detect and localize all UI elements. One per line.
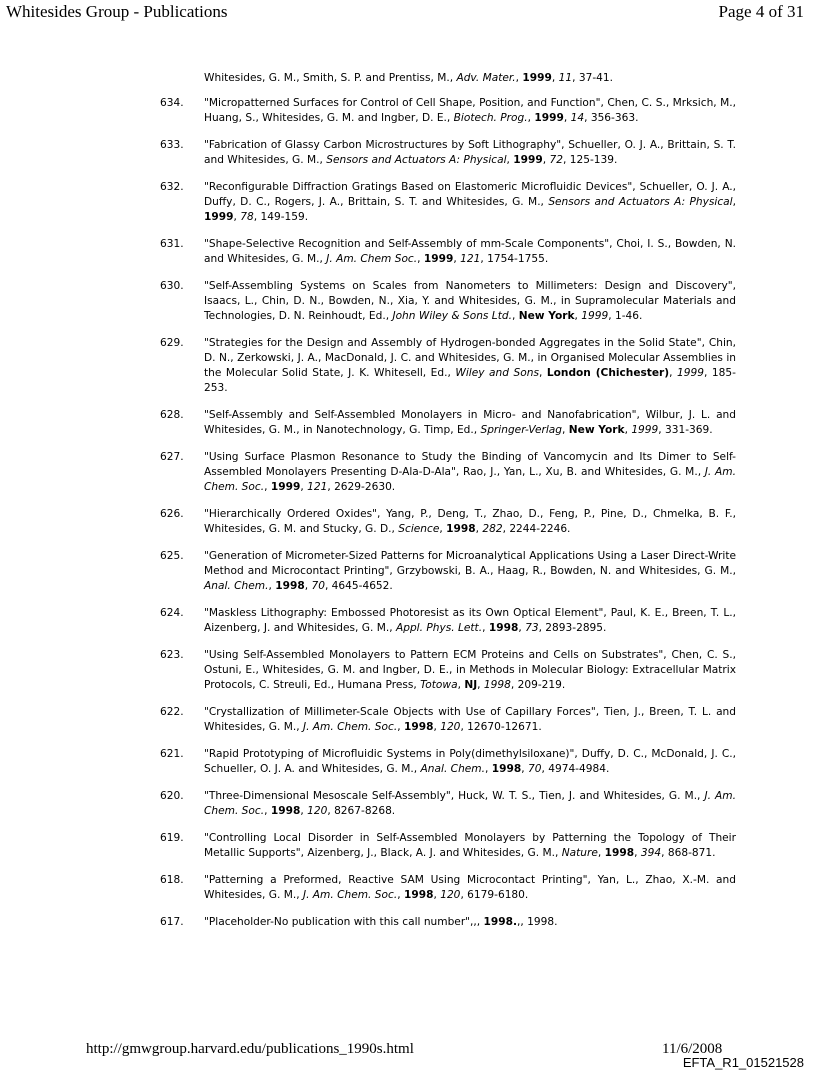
citation-text — [204, 450, 736, 495]
publication-entry — [160, 648, 736, 693]
citation-fragment: , — [439, 523, 447, 535]
citation-fragment: , 125-139. — [563, 154, 618, 166]
citation-fragment: , — [457, 679, 465, 691]
citation-fragment: "Strategies for the Design and Assembly of Hydrogen-bonded Aggregates in the Solid State", Chin, D. N., Zerkowski, J. A., MacDonald, J. C. and Whitesides, G. M., in Organised Molecular Assemblies in the Molecular Solid State, J. K. Whitesell, Ed., — [204, 337, 736, 379]
publication-entry — [160, 831, 736, 861]
document-id: EFTA_R1_01521528 — [682, 1055, 804, 1070]
citation-fragment: Sensors and Actuators A: Physical — [548, 196, 733, 208]
citation-fragment: , 6179-6180. — [460, 889, 529, 901]
citation-fragment: , — [515, 72, 523, 84]
publication-entry — [160, 705, 736, 735]
citation-fragment: "Rapid Prototyping of Microfluidic Systems in Poly(dimethylsiloxane)", Duffy, D. C., McDonald, J. C., Schueller, O. J. A. and Whitesides, G. M., — [204, 748, 736, 775]
citation-fragment: 120 — [440, 721, 461, 733]
entry-number: 625. — [160, 550, 184, 562]
citation-fragment: 282 — [482, 523, 503, 535]
citation-fragment: , — [732, 196, 736, 208]
citation-fragment: Adv. Mater. — [456, 72, 516, 84]
citation-fragment: 1999 — [677, 367, 704, 379]
citation-fragment: "Crystallization of Millimeter-Scale Objects with Use of Capillary Forces", Tien, J., Breen, T. L. and Whitesides, G. M., — [204, 706, 736, 733]
citation-fragment: , — [233, 211, 241, 223]
citation-fragment: 14 — [570, 112, 585, 124]
citation-fragment: London (Chichester) — [546, 367, 670, 379]
publication-entry — [160, 915, 736, 930]
citation-fragment: 1998 — [403, 889, 434, 901]
citation-fragment: 1999 — [631, 424, 659, 436]
entry-number: 623. — [160, 649, 184, 661]
citation-fragment: NJ — [464, 679, 478, 691]
citation-text — [204, 279, 736, 324]
citation-fragment: 1999 — [270, 481, 301, 493]
citation-fragment: , — [521, 763, 528, 775]
citation-fragment: , 209-219. — [510, 679, 566, 691]
citation-fragment: , — [624, 424, 632, 436]
citation-fragment: Springer-Verlag — [480, 424, 563, 436]
publication-entry — [160, 450, 736, 495]
citation-text — [204, 705, 736, 735]
citation-fragment: Appl. Phys. Lett. — [395, 622, 483, 634]
citation-fragment: , — [597, 847, 605, 859]
citation-fragment: 120 — [307, 805, 328, 817]
citation-fragment: "Three-Dimensional Mesoscale Self-Assembly", Huck, W. T. S., Tien, J. and Whitesides, G. M., — [204, 790, 705, 802]
citation-fragment: "Self-Assembling Systems on Scales from Nanometers to Millimeters: Design and Discovery", Isaacs, L., Chin, D. N., Bowden, N., Xia, Y. and Whitesides, G. M., in Supramolecular Materials and Technologies, D. N. Reinhoudt, Ed., — [204, 280, 736, 322]
citation-fragment: "Patterning a Preformed, Reactive SAM Using Microcontact Printing", Yan, L., Zhao, X.-M. and Whitesides, G. M., — [204, 874, 736, 901]
citation-fragment: "Micropatterned Surfaces for Control of Cell Shape, Position, and Function", Chen, C. S., Mrksich, M., Huang, S., Whitesides, G. M. and Ingber, D. E., — [204, 97, 736, 124]
entry-number: 627. — [160, 451, 184, 463]
citation-fragment: Sensors and Actuators A: Physical — [326, 154, 507, 166]
citation-fragment: , — [433, 889, 441, 901]
citation-text — [204, 747, 736, 777]
citation-fragment: J. Am. Chem. Soc. — [302, 721, 398, 733]
citation-fragment: "Using Surface Plasmon Resonance to Study the Binding of Vancomycin and Its Dimer to Self-Assembled Monolayers Presenting D-Ala-D-Ala", Rao, J., Yan, L., Xu, B. and Whitesides, G. M., — [204, 451, 736, 478]
publication-entry — [160, 408, 736, 438]
continued-citation — [204, 71, 736, 86]
citation-fragment: , 331-369. — [658, 424, 713, 436]
citation-fragment: , 356-363. — [584, 112, 639, 124]
citation-fragment: , — [506, 154, 514, 166]
citation-fragment: , — [304, 580, 312, 592]
citation-fragment: 120 — [440, 889, 461, 901]
citation-fragment: 70 — [311, 580, 325, 592]
citation-fragment: "Shape-Selective Recognition and Self-Assembly of mm-Scale Components", Choi, I. S., Bowden, N. and Whitesides, G. M., — [204, 238, 736, 265]
footer-url[interactable]: http://gmwgroup.harvard.edu/publications_1990s.html — [86, 1041, 414, 1057]
citation-fragment: 1998 — [403, 721, 434, 733]
citation-fragment: Anal. Chem. — [420, 763, 485, 775]
citation-fragment: , — [417, 253, 424, 265]
citation-text — [204, 138, 736, 168]
citation-text — [204, 789, 736, 819]
citation-fragment: "Placeholder-No publication with this call number",,, — [204, 916, 484, 928]
citation-fragment: J. Am. Chem. Soc. — [302, 889, 398, 901]
citation-fragment: 121 — [460, 253, 481, 265]
citation-fragment: "Maskless Lithography: Embossed Photoresist as its Own Optical Element", Paul, K. E., Breen, T. L., Aizenberg, J. and Whitesides, G. M., — [204, 607, 736, 634]
citation-fragment: 1998 — [483, 679, 511, 691]
citation-fragment: John Wiley & Sons Ltd. — [392, 310, 512, 322]
citation-fragment: 1998 — [488, 622, 519, 634]
citation-fragment: 70 — [528, 763, 542, 775]
entry-number: 618. — [160, 874, 184, 886]
citation-fragment: Totowa — [420, 679, 458, 691]
entry-number: 620. — [160, 790, 184, 802]
page-header-title: Whitesides Group - Publications — [6, 2, 228, 21]
citation-text — [204, 180, 736, 225]
citation-fragment: , 1754-1755. — [480, 253, 549, 265]
citation-text — [204, 549, 736, 594]
citation-fragment: , 185-253. — [204, 367, 736, 394]
citation-fragment: 1999 — [204, 211, 234, 223]
entry-number: 628. — [160, 409, 184, 421]
entry-number: 617. — [160, 916, 184, 928]
citation-fragment: Biotech. Prog. — [453, 112, 528, 124]
citation-fragment: 11 — [558, 72, 573, 84]
citation-fragment: , — [563, 112, 571, 124]
citation-fragment: , — [433, 721, 441, 733]
citation-fragment: Whitesides, G. M., Smith, S. P. and Prentiss, M., — [204, 72, 457, 84]
citation-fragment: , — [527, 112, 535, 124]
publication-entry — [160, 549, 736, 594]
entry-number: 629. — [160, 337, 184, 349]
citation-fragment: , — [268, 580, 276, 592]
citation-fragment: 121 — [307, 481, 328, 493]
citation-fragment: , — [264, 481, 271, 493]
page-number: Page 4 of 31 — [718, 2, 804, 21]
publication-entry — [160, 96, 736, 126]
citation-fragment: , 868-871. — [661, 847, 716, 859]
citation-fragment: , — [397, 889, 404, 901]
entry-number: 621. — [160, 748, 184, 760]
publication-entry — [160, 873, 736, 903]
citation-fragment: , — [634, 847, 641, 859]
citation-fragment: , — [453, 253, 461, 265]
citation-fragment: 1998 — [446, 523, 476, 535]
citation-fragment: 394 — [640, 847, 662, 859]
citation-fragment: Anal. Chem. — [204, 580, 269, 592]
citation-fragment: 1998. — [483, 916, 518, 928]
entry-number: 631. — [160, 238, 184, 250]
citation-fragment: , — [300, 805, 308, 817]
citation-text — [204, 96, 736, 126]
publication-entry — [160, 747, 736, 777]
citation-text — [204, 408, 736, 438]
citation-fragment: , — [551, 72, 559, 84]
citation-fragment: 1999 — [423, 253, 454, 265]
citation-text — [204, 831, 736, 861]
citation-fragment: 1998 — [604, 847, 635, 859]
citation-fragment: , — [482, 622, 489, 634]
citation-fragment: 1999 — [534, 112, 564, 124]
citation-fragment: , 2244-2246. — [502, 523, 571, 535]
publication-entry — [160, 237, 736, 267]
citation-fragment: Nature — [561, 847, 598, 859]
citation-text — [204, 873, 736, 903]
citation-fragment: Science — [398, 523, 440, 535]
citation-fragment: , — [300, 481, 308, 493]
citation-fragment: , 8267-8268. — [327, 805, 396, 817]
citation-fragment: J. Am. Chem Soc. — [326, 253, 418, 265]
citation-fragment: "Using Self-Assembled Monolayers to Pattern ECM Proteins and Cells on Substrates", Chen, C. S., Ostuni, E., Whitesides, G. M. and Ingber, D. E., in Methods in Molecular Biology: Extracellular Matrix Protocols, C. Streuli, Ed., Humana Press, — [204, 649, 736, 691]
citation-fragment: 1999 — [513, 154, 543, 166]
citation-fragment: , 2629-2630. — [327, 481, 396, 493]
citation-fragment: "Reconfigurable Diffraction Gratings Based on Elastomeric Microfluidic Devices", Schueller, O. J. A., Duffy, D. C., Rogers, J. A., Brittain, S. T. and Whitesides, G. M., — [204, 181, 736, 208]
citation-text — [204, 237, 736, 267]
publication-entry — [160, 180, 736, 225]
entry-number: 626. — [160, 508, 184, 520]
citation-fragment: , — [562, 424, 569, 436]
citation-fragment: J. Am. Chem. Soc. — [204, 790, 736, 817]
entry-number: 622. — [160, 706, 184, 718]
citation-text — [204, 606, 736, 636]
citation-fragment: , 12670-12671. — [460, 721, 542, 733]
publication-entry — [160, 606, 736, 636]
publication-entry — [160, 507, 736, 537]
citation-fragment: J. Am. Chem. Soc. — [204, 466, 736, 493]
publication-entry — [160, 279, 736, 324]
citation-fragment: , — [511, 310, 519, 322]
citation-fragment: , — [485, 763, 492, 775]
citation-fragment: "Hierarchically Ordered Oxides", Yang, P., Deng, T., Zhao, D., Feng, P., Pine, D., Chmelka, B. F., Whitesides, G. M. and Stucky, G. D., — [204, 508, 736, 535]
citation-fragment: , 2893-2895. — [538, 622, 607, 634]
citation-fragment: , 4645-4652. — [324, 580, 393, 592]
publication-entry — [160, 789, 736, 819]
citation-fragment: 73 — [525, 622, 539, 634]
entry-number: 619. — [160, 832, 184, 844]
citation-fragment: 1998 — [275, 580, 305, 592]
publication-entry — [160, 138, 736, 168]
citation-fragment: New York — [568, 424, 625, 436]
citation-fragment: 72 — [549, 154, 564, 166]
citation-fragment: , 4974-4984. — [541, 763, 610, 775]
citation-fragment: 1998 — [270, 805, 301, 817]
publication-list — [160, 96, 736, 942]
citation-fragment: 1999 — [522, 72, 552, 84]
citation-text — [204, 915, 736, 930]
citation-fragment: Wiley and Sons — [455, 367, 539, 379]
citation-fragment: "Generation of Micrometer-Sized Patterns for Microanalytical Applications Using a Laser Direct-Write Method and Microcontact Printing", Grzybowski, B. A., Haag, R., Bowden, N. and Whitesides, G. M., — [204, 550, 736, 577]
footer-date: 11/6/2008 — [662, 1041, 723, 1057]
citation-fragment: , — [475, 523, 483, 535]
citation-fragment: , — [669, 367, 678, 379]
citation-fragment: 1998 — [491, 763, 522, 775]
entry-number: 630. — [160, 280, 184, 292]
entry-number: 634. — [160, 97, 184, 109]
citation-fragment: , — [518, 622, 526, 634]
citation-text — [204, 507, 736, 537]
citation-fragment: 78 — [240, 211, 254, 223]
citation-fragment: , 149-159. — [253, 211, 309, 223]
publication-entry — [160, 336, 736, 396]
entry-number: 633. — [160, 139, 184, 151]
citation-fragment: "Controlling Local Disorder in Self-Assembled Monolayers by Patterning the Topology of Their Metallic Supports", Aizenberg, J., Black, A. J. and Whitesides, G. M., — [204, 832, 736, 859]
citation-fragment: , — [264, 805, 271, 817]
citation-fragment: New York — [518, 310, 575, 322]
citation-fragment: , — [477, 679, 484, 691]
citation-fragment: , — [538, 367, 547, 379]
citation-text — [204, 648, 736, 693]
citation-fragment: "Self-Assembly and Self-Assembled Monolayers in Micro- and Nanofabrication", Wilbur, J. L. and Whitesides, G. M., in Nanotechnology, G. Timp, Ed., — [204, 409, 736, 436]
citation-text — [204, 336, 736, 396]
citation-fragment: "Fabrication of Glassy Carbon Microstructures by Soft Lithography", Schueller, O. J. A., Brittain, S. T. and Whitesides, G. M., — [204, 139, 736, 166]
entry-number: 624. — [160, 607, 184, 619]
citation-fragment: , 37-41. — [572, 72, 613, 84]
citation-fragment: , — [397, 721, 404, 733]
citation-fragment: ,, 1998. — [517, 916, 558, 928]
citation-fragment: 1999 — [581, 310, 609, 322]
citation-fragment: , 1-46. — [608, 310, 643, 322]
entry-number: 632. — [160, 181, 184, 193]
citation-fragment: , — [574, 310, 582, 322]
citation-fragment: , — [542, 154, 550, 166]
